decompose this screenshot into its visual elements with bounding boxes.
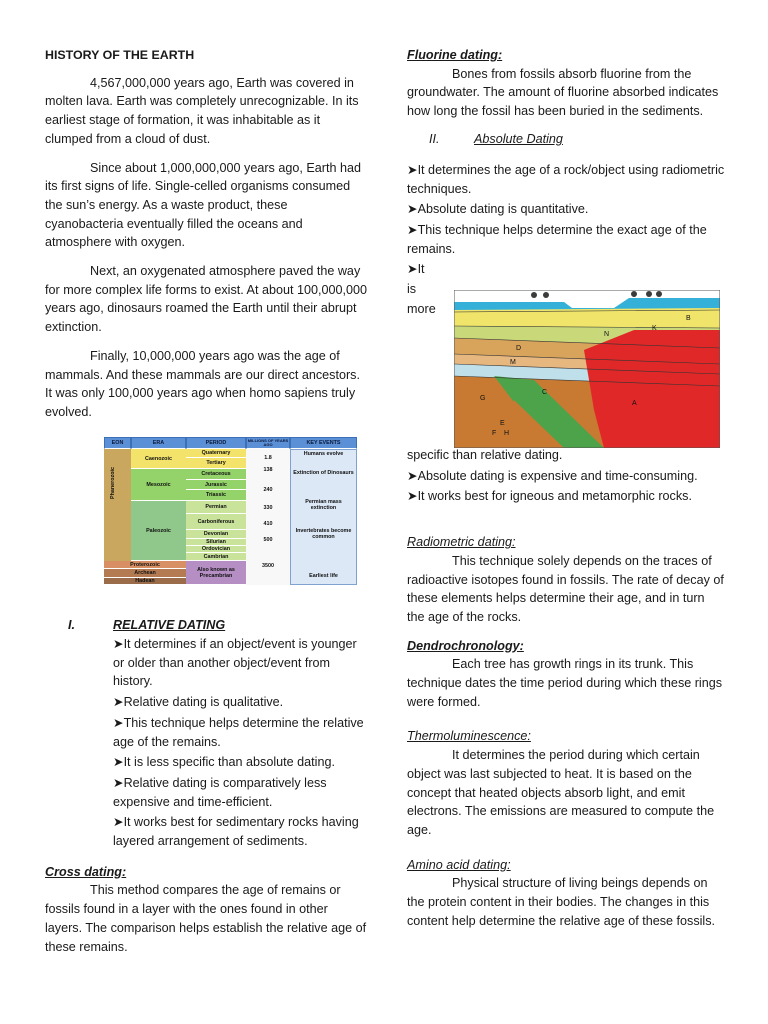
absolute-bullet-1: ➤ It determines the age of a rock/object using radiometric techniques. (407, 161, 725, 198)
event-invertebrates: Invertebrates become common (295, 528, 352, 540)
period-triassic: Triassic (186, 490, 246, 501)
relative-bullet-5: ➤ Relative dating is comparatively less expensive and time-efficient. (113, 774, 367, 811)
dendrochronology-text: Each tree has growth rings in its trunk. This technique dates the time period during which these rings were formed. (407, 657, 723, 709)
label-c: C (542, 389, 548, 396)
header-key-events: KEY EVENTS (290, 437, 357, 449)
relative-bullet-4: ➤ It is less specific than absolute dating. (113, 753, 367, 772)
left-column (45, 46, 367, 422)
label-k: K (652, 325, 657, 332)
period-cambrian: Cambrian (186, 553, 246, 561)
radiometric-heading: Radiometric dating: (407, 535, 516, 550)
relative-bullet-3: ➤ This technique helps determine the relative age of the remains. (113, 714, 367, 751)
relative-bullet-2: ➤ Relative dating is qualitative. (113, 693, 367, 712)
amino-acid-heading: Amino acid dating: (407, 857, 511, 872)
period-devonian: Devonian (186, 530, 246, 539)
era-paleozoic: Paleozoic (131, 501, 186, 561)
thermoluminescence-text: It determines the period during which certain object was last subjected to heat. It is based on the concept that heated objects absorb light, and emit electrons. The emissions are measured to compute the age. (407, 748, 715, 837)
period-jurassic: Jurassic (186, 480, 246, 490)
year-330: 330 (263, 505, 273, 511)
absolute-numeral: II. (429, 131, 440, 146)
label-e: E (500, 420, 505, 427)
event-earliest-life: Earliest life (309, 573, 338, 579)
relative-numeral: I. (68, 618, 75, 632)
absolute-bullet-5: ➤ Absolute dating is expensive and time-consuming. (407, 467, 725, 486)
right-column-top (407, 46, 725, 318)
period-quaternary: Quaternary (186, 449, 246, 458)
label-n: N (604, 331, 610, 338)
event-dinosaur-extinction: Extinction of Dinosaurs (293, 470, 354, 476)
era-caenozoic: Caenozoic (131, 449, 186, 469)
year-3500: 3500 (262, 563, 274, 569)
eon-proterozoic: Proterozoic (104, 561, 186, 569)
fluorine-dating-heading: Fluorine dating: (407, 48, 503, 62)
precambrian-note: Also known as Precambrian (186, 561, 246, 585)
label-a: A (632, 400, 637, 407)
cross-dating-heading: Cross dating: (45, 864, 127, 879)
relative-dating-section (45, 616, 367, 956)
header-eon: EON (104, 437, 131, 449)
history-paragraph-4: Finally, 10,000,000 years ago was the age of mammals. And these mammals are our direct ancestors. It was only 100,000 years ago when homo sapiens truly evolved. (45, 348, 360, 419)
absolute-bullet-6: ➤ It works best for igneous and metamorphic rocks. (407, 487, 725, 506)
history-paragraph-3: Next, an oxygenated atmosphere paved the way for more complex life forms to exist. At about 100,000,000 years ago, dinosaurs roamed the Earth until their abrupt extinction. (45, 264, 368, 335)
amino-acid-text: Physical structure of living beings depends on the protein content in their bodies. The changes in this content help determine the relative age of these fossils. (407, 876, 716, 928)
year-500: 500 (263, 537, 273, 543)
cross-dating-text: This method compares the age of remains or fossils found in a layer with the ones found in other layers. The comparison helps establish the relative age of these remains. (45, 883, 367, 954)
absolute-dating-heading: Absolute Dating (474, 131, 563, 146)
header-era: ERA (131, 437, 186, 449)
label-m: M (510, 359, 516, 366)
relative-bullet-6: ➤ It works best for sedimentary rocks having layered arrangement of sediments. (113, 813, 367, 850)
period-cretaceous: Cretaceous (186, 469, 246, 480)
radiometric-text: This technique solely depends on the traces of radioactive isotopes found in fossils. The rate of decay of these elements helps determine their age, and in turn the age of the rocks. (407, 553, 724, 624)
absolute-bullet-4-more: more (407, 301, 436, 316)
year-410: 410 (263, 521, 273, 527)
absolute-bullet-4-end: specific than relative dating. (407, 448, 563, 462)
year-240: 240 (263, 487, 273, 493)
label-f: F (492, 430, 497, 437)
history-paragraph-2: Since about 1,000,000,000 years ago, Earth had its first signs of life. Single-celled organisms consumed the sun’s energy. As a waste product, these cyanobacteria eventually filled the oceans and atmosphere with oxygen. (45, 160, 361, 250)
event-humans-evolve: Humans evolve (303, 451, 344, 457)
label-h: H (504, 430, 510, 437)
absolute-bullet-2: ➤ Absolute dating is quantitative. (407, 200, 725, 219)
geologic-time-scale-table (104, 437, 357, 585)
label-g: G (480, 395, 486, 402)
history-paragraph-1: 4,567,000,000 years ago, Earth was covered in molten lava. Earth was completely unrecognizable. In its earliest stage of formation, it was inhabitable as it clumped from a cloud of dust. (45, 75, 359, 146)
header-period: PERIOD (186, 437, 246, 449)
rock-strata-diagram (454, 290, 720, 448)
period-ordovician: Ordovician (186, 546, 246, 553)
thermoluminescence-heading: Thermoluminescence: (407, 729, 531, 744)
eon-phanerozoic-cell (104, 449, 131, 561)
label-b: B (686, 315, 691, 322)
year-1-8: 1.8 (264, 455, 272, 461)
eon-hadean: Hadean (104, 578, 186, 585)
period-silurian: Silurian (186, 539, 246, 546)
dendrochronology-heading: Dendrochronology: (407, 638, 524, 653)
period-permian: Permian (186, 501, 246, 514)
absolute-bullet-4-is: is (407, 282, 417, 297)
fluorine-dating-text: Bones from fossils absorb fluorine from the groundwater. The amount of fluorine absorbed indicates how long the fossil has been buried in the sediments. (407, 66, 719, 119)
relative-bullet-1: ➤ It determines if an object/event is younger or older than another object/event from history. (113, 635, 367, 691)
header-years: MILLIONS OF YEARS AGO (247, 437, 289, 447)
absolute-bullet-4-start: ➤ It (407, 260, 725, 279)
eon-phanerozoic: Phanerozoic (110, 466, 116, 499)
right-column-bottom (407, 446, 725, 930)
absolute-bullet-3: ➤ This technique helps determine the exact age of the remains. (407, 221, 725, 258)
year-138: 138 (263, 467, 273, 473)
eon-archean: Archean (104, 569, 186, 578)
relative-dating-heading: RELATIVE DATING (113, 618, 226, 632)
period-carboniferous: Carboniferous (186, 514, 246, 530)
event-permian-extinction: Permian mass extinction (305, 499, 342, 511)
era-mesozoic: Mesozoic (131, 469, 186, 501)
period-tertiary: Tertiary (186, 458, 246, 469)
label-d: D (516, 345, 522, 352)
page-title: HISTORY OF THE EARTH (45, 48, 195, 62)
